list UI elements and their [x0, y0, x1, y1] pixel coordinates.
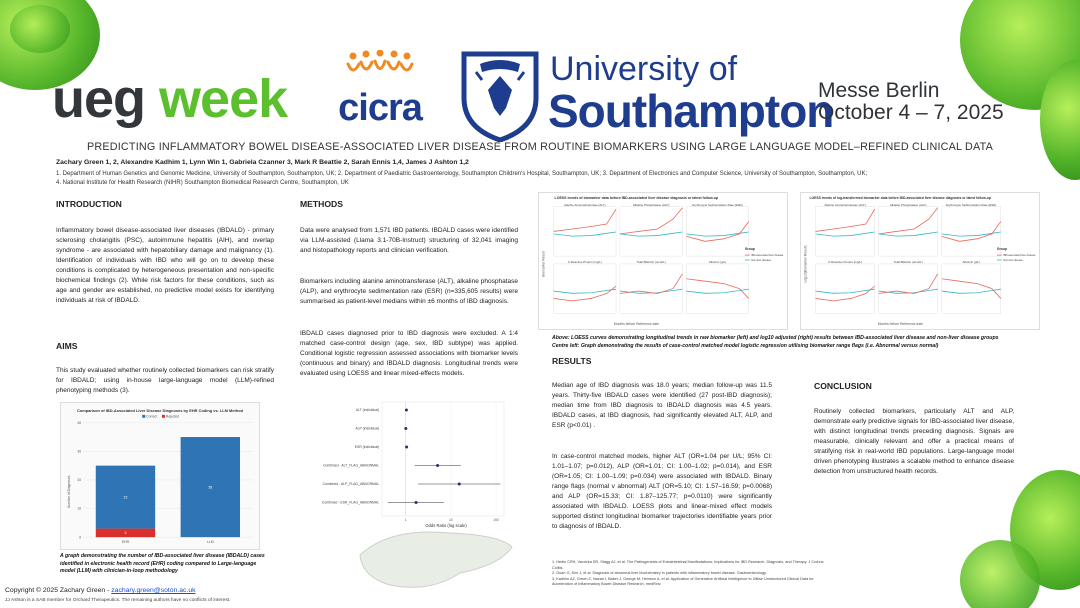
bar-value-label: 3	[124, 531, 127, 536]
affiliation-line: 1. Department of Human Genetics and Genomic Medicine, University of Southampton, Southampton, UK; 2. Department of Paediatric Gastroenterology, Southampton Children's Hospital, Southampton, UK; 3. Department of Electronics and Computer Science, University of Southampton, Southampton, UK;	[56, 171, 868, 177]
loess-raw-title: LOESS trends of biomarker data before IBD-associated liver disease diagnosis or latest follow-up	[554, 195, 719, 200]
loess-panel-title: Alkaline Phosphatase (ALP)	[632, 202, 670, 207]
forest-or-point	[436, 464, 439, 467]
loess-panel	[686, 207, 748, 256]
university-of-text: University of	[550, 50, 738, 88]
author-list: Zachary Green 1, 2, Alexandre Kadhim 1, Lynn Win 1, Gabriela Czanner 3, Mark R Beattie 2, Sarah Ennis 1,4, James J Ashton 1,2	[56, 159, 469, 166]
loess-raw-chart	[538, 192, 788, 330]
bar-chart-caption: A graph demonstrating the number of IBD-associated liver disease (IBDALD) cases identified in electronic health record (EHR) coding compared to Large-language model (LLM) with clinician-in-loop methodology	[60, 553, 265, 575]
loess-panel-title: C-Reactive Protein (mg/L)	[567, 259, 602, 264]
loess-panel	[816, 207, 875, 256]
conclusion-heading: CONCLUSION	[814, 381, 872, 391]
bar-x-tick-label: LLM	[207, 540, 214, 545]
bar-legend-swatch	[142, 415, 145, 418]
aims-heading: AIMS	[56, 341, 78, 351]
affiliation-line: 4. National Institute for Health Research (NIHR) Southampton Biomedical Research Centre, Southampton, UK	[56, 180, 349, 186]
bar-value-label: 22	[123, 495, 128, 500]
loess-log-ylabel: Log10(Biomarker Result)	[803, 245, 808, 283]
cicra-people-icon	[345, 50, 415, 78]
university-shield-icon	[460, 50, 540, 142]
conclusion-text: Routinely collected biomarkers, particularly ALT and ALP, demonstrate early predictive signals for IBD-associated liver disease, with distinct longitudinal trends preceding diagnosis. Signals are measurable, clinically relevant and offer a practical means of stratifying risk in real-world IBD populations. Large-language model driven phenotyping illustrates a scalable method to enhance disease detection from unstructured health records.	[814, 408, 1014, 476]
forest-row-label: Combined - ALP_FLAG_ABNORMAL	[322, 482, 379, 487]
loess-legend-label: Non-liver disease	[751, 259, 771, 262]
methods-paragraph-1: Data were analysed from 1,571 IBD patients. IBDALD cases were identified via LLM-assisted (Llama 3.1-70B-Instruct) structuring of 32,041 imaging and histopathology reports and clinician verification.	[300, 227, 518, 255]
liver-illustration	[350, 525, 520, 595]
aims-text: This study evaluated whether routinely collected biomarkers can risk stratify for IBDALD; using in-house large-language model (LLM)-refined phenotyping methods (3).	[56, 367, 274, 395]
bar-legend-label: Correct	[146, 414, 158, 419]
bar-chart-legend	[142, 415, 179, 419]
loess-panel-title: C-Reactive Protein (mg/L)	[828, 259, 863, 264]
bar-y-tick-label: 30	[77, 449, 82, 454]
reference-item: 2. Guan G, Kim J, et al. Diagnosis of abnormal liver biochemistry in patients with inflammatory bowel disease. Gastroenterology.	[552, 571, 767, 575]
forest-row-label: ESR (individual)	[354, 445, 379, 450]
copyright-text: Copyright © 2025 Zachary Green -	[5, 587, 112, 594]
bar-chart-title: Comparison of IBD-Associated Liver Disease Diagnoses by EHR Coding vs. LLM Method	[76, 407, 244, 413]
loess-panel-title: Alanine Aminotransferase (ALT)	[564, 202, 606, 207]
bar-value-label: 35	[208, 485, 213, 490]
venue-info	[818, 80, 1004, 124]
forest-x-tick-label: 10	[448, 518, 453, 522]
ueg-week-logo: ueg week	[52, 69, 288, 129]
results-paragraph-1: Median age of IBD diagnosis was 18.0 years; median follow-up was 11.5 years. Thirty-five IBDALD cases were identified (27 post-IBD diagnosis); median time from IBD diagnosis to IBDALD diagnosis was 4.5 years. IBDALD cases, at IBD diagnosis, had significantly elevated ALT, ALP, and ESR (p<0.01) .	[552, 382, 772, 430]
introduction-text: Inflammatory bowel disease-associated liver diseases (IBDALD) - primary sclerosing cholangitis (PSC), autoimmune hepatitis (AIH), and overlap syndrome - are associated with hepatobiliary damage and malignancy (1). Identification of individuals with IBD who will go on to develop these conditions is complicated by heterogeneous presentation and non-specific biochemical findings (2). While risk factors for these conditions, such as age and gender are established, no predictive model exists for identifying individuals at risk of IBDALD.	[56, 227, 274, 305]
venue-dates: October 4 – 7, 2025	[818, 101, 1004, 125]
loess-log-xlabel: Months before Reference date	[877, 322, 923, 327]
email-link[interactable]: zachary.green@soton.ac.uk	[111, 587, 196, 594]
loess-panel-title: Alanine Aminotransferase (ALT)	[824, 202, 866, 207]
forest-row-label: ALP (individual)	[355, 426, 379, 431]
loess-panel	[554, 264, 616, 313]
introduction-heading: INTRODUCTION	[56, 199, 122, 209]
forest-xlabel: Odds Ratio (log scale)	[425, 523, 467, 528]
loess-legend-title: Group	[996, 247, 1007, 252]
decorative-leaf	[10, 5, 70, 53]
forest-or-point	[404, 427, 407, 430]
loess-panel-title: Erythrocyte Sedimentation Rate (ESR)	[946, 202, 997, 207]
forest-row-label: Combined - ESR_FLAG_ABNORMAL	[321, 500, 379, 505]
loess-log-chart	[800, 192, 1040, 330]
forest-plot	[300, 400, 512, 530]
results-paragraph-2: In case-control matched models, higher ALT (OR=1.04 per U/L; 95% CI: 1.01–1.07; p=0.012), ALP (OR=1.01; CI: 1.00–1.02; p=0.014), and ESR (OR=1.05; CI: 1.00–1.09; p=0.034) were associated with IBDALD. Binary range flags (normal v abnormal) ALT (OR=5.10; CI: 1.57–16.59; p=0.0068) and ALP (OR=15.33; CI: 1.87–125.77; p=0.0110) were significantly associated with IBDALD. LOESS plots and linear-mixed effect models supported distinct longitudinal biomarker trajectories identifiable years prior to diagnosis of IBDALD.	[552, 453, 772, 531]
copyright	[5, 587, 196, 594]
forest-or-point	[458, 483, 461, 486]
loess-legend-label: IBD-associated liver disease	[1003, 254, 1036, 258]
loess-legend-label: Non-liver disease	[1003, 259, 1023, 262]
bar-y-tick-label: 20	[77, 478, 82, 483]
forest-x-tick-label: 100	[493, 518, 499, 522]
loess-legend-title: Group	[744, 247, 755, 252]
bar-chart-ylabel: Number of Diagnoses	[67, 475, 72, 508]
methods-paragraph-3: IBDALD cases diagnosed prior to IBD diagnosis were excluded. A 1:4 matched case-control design (age, sex, IBD subtype) was applied. Conditional logistic regression assessed associations with biomarker levels (continuous and binary) and IBDALD diagnosis. Longitudinal trends were evaluated using LOESS and linear mixed-effects models.	[300, 330, 518, 378]
results-heading: RESULTS	[552, 356, 592, 366]
loess-panel-title: Total Bilirubin (umol/L)	[893, 259, 923, 264]
forest-row-label: Combined - ALT_FLAG_ABNORMAL	[323, 463, 379, 468]
bar-y-tick-label: 0	[79, 535, 82, 540]
forest-row-label: ALT (individual)	[355, 408, 379, 413]
bar-legend-swatch	[162, 415, 165, 418]
forest-or-point	[415, 501, 418, 504]
loess-raw-ylabel: Biomarker Result	[541, 251, 546, 277]
loess-panel	[620, 207, 682, 256]
loess-panel-title: Total Bilirubin (umol/L)	[636, 259, 666, 264]
loess-panel-title: Erythrocyte Sedimentation Rate (ESR)	[692, 202, 743, 207]
references	[552, 560, 832, 588]
bar-y-tick-label: 10	[77, 506, 82, 511]
southampton-text: Southampton	[548, 85, 834, 137]
forest-x-tick-label: 1	[404, 518, 407, 522]
loess-panel	[879, 207, 938, 256]
reference-item: 1. Hedin CRH, Vavricka SR, Stagg AJ, et al. The Pathogenesis of Extraintestinal Manifestations: Implications for IBD Research, Diagnosis, and Therapy. J Crohns Colitis.	[552, 560, 824, 570]
methods-heading: METHODS	[300, 199, 343, 209]
cicra-wordmark: cicra	[338, 87, 422, 129]
loess-panel	[554, 207, 616, 256]
bar-x-tick-label: EHR	[121, 540, 130, 545]
bar-y-tick-label: 40	[77, 420, 82, 425]
methods-paragraph-2: Biomarkers including alanine aminotransferase (ALT), alkaline phosphatase (ALP), and erythrocyte sedimentation rate (ESR) (n=335,605 results) were summarised as patient-level medians within ±6 months of IBD diagnosis.	[300, 278, 518, 306]
poster-title: PREDICTING INFLAMMATORY BOWEL DISEASE-ASSOCIATED LIVER DISEASE FROM ROUTINE BIOMARKERS USING LARGE LANGUAGE MODEL–REFINED CLINICAL DATA	[86, 141, 994, 153]
loess-panel	[816, 264, 875, 313]
loess-log-title: LOESS trends of log-transformed biomarker data before IBD-associated liver disease diagnosis or latest follow-up	[809, 195, 992, 200]
loess-legend-label: IBD-associated liver disease	[751, 254, 784, 258]
venue-name: Messe Berlin	[818, 79, 940, 102]
loess-caption: Above: LOESS curves demonstrating longitudinal trends in raw biomarker (left) and log10 adjusted (right) results between IBD-associated liver disease and non-liver disease groups Centre left: Graph demonstrating the results of case-control matched model logistic regression utilising biomarker range flags (i.e. Abnormal versus normal)	[552, 335, 999, 349]
loess-panel-title: Alkaline Phosphatase (ALP)	[889, 202, 927, 207]
loess-panel-title: Albumin (g/L)	[962, 259, 980, 264]
forest-plot-area	[382, 402, 504, 516]
loess-raw-xlabel: Months before Reference date	[613, 322, 659, 327]
forest-or-point	[405, 446, 408, 449]
bar-legend-label: Rejected	[165, 414, 180, 419]
loess-panel	[942, 207, 1001, 256]
cicra-logo	[330, 50, 430, 127]
disclosure: JJ Ashton is a SAB member for Orchard Therapeutics. The remaining authors have no conflicts of interest.	[5, 598, 231, 603]
loess-panel-title: Albumin (g/L)	[708, 259, 727, 264]
affiliations	[56, 170, 867, 188]
forest-or-point	[405, 409, 408, 412]
ibdald-bar-chart	[60, 402, 260, 550]
reference-item: 3. Kadhim AZ, Green Z, Nazari I, Baker J, George M, Heinson A, et al. Application of Generative Artificial Intelligence to Utilise Unstructured Clinical Data for Acceleration of Inflammatory Bowel Disease Research. medRxiv.	[552, 576, 814, 586]
